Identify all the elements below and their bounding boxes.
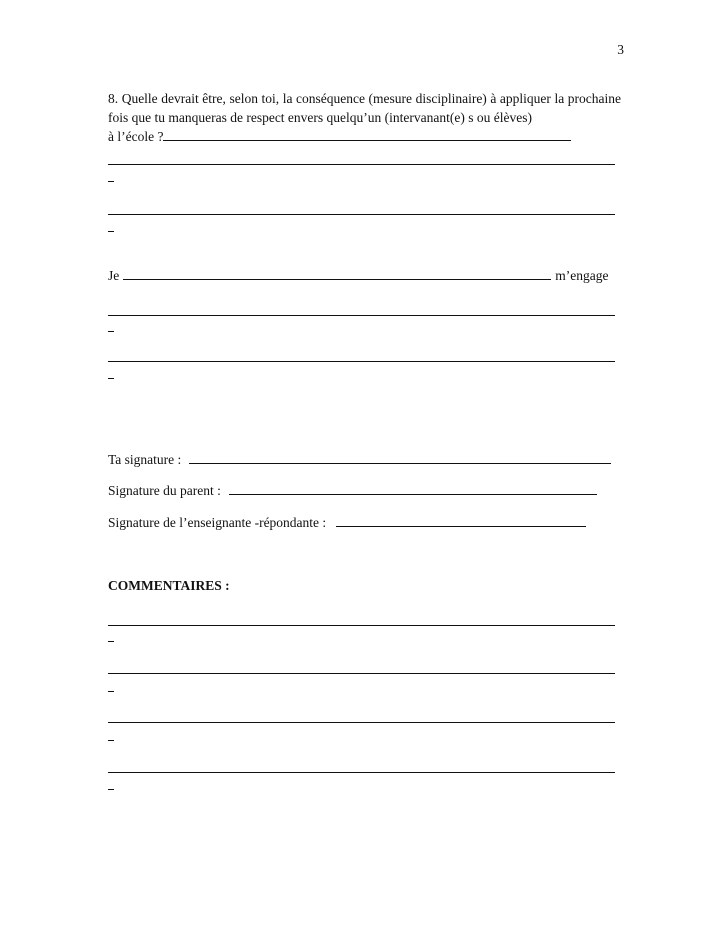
teacher-signature-row (108, 513, 590, 532)
teacher-signature-label: Signature de l’enseignante -répondante : (108, 515, 327, 530)
answer-line-1[interactable] (108, 164, 615, 165)
question-text: 8. Quelle devrait être, selon toi, la conséquence (mesure disciplinaire) à appliquer la prochaine fois que tu manqueras de respect envers quelqu’un (intervanant(e) s ou élèves) (108, 91, 621, 125)
comment-line-1[interactable] (108, 625, 615, 626)
engagement-row (108, 266, 608, 285)
comments-heading: COMMENTAIRES : (108, 578, 230, 593)
comment-line-3[interactable] (108, 722, 615, 723)
engagement-blank[interactable] (123, 266, 551, 280)
student-signature-field[interactable] (189, 450, 611, 464)
teacher-signature-field[interactable] (336, 513, 586, 527)
student-signature-label: Ta signature : (108, 452, 182, 467)
question-last-line: à l’école ? (108, 129, 164, 144)
engagement-line-1-dash (108, 331, 114, 332)
page-number: 3 (617, 42, 624, 57)
parent-signature-row (108, 481, 601, 500)
comment-line-1-dash (108, 641, 114, 642)
comment-line-2[interactable] (108, 673, 615, 674)
engagement-line-2[interactable] (108, 361, 615, 362)
comment-line-2-dash (108, 691, 114, 692)
comment-line-4-dash (108, 789, 114, 790)
engagement-prefix: Je (108, 268, 120, 283)
engagement-suffix: m’engage (555, 268, 609, 283)
student-signature-row (108, 450, 615, 469)
comment-line-4[interactable] (108, 772, 615, 773)
comment-line-3-dash (108, 740, 114, 741)
answer-line-2-dash (108, 231, 114, 232)
question-8 (108, 89, 621, 146)
answer-line-1-dash (108, 181, 114, 182)
parent-signature-field[interactable] (229, 481, 597, 495)
engagement-line-2-dash (108, 378, 114, 379)
answer-line-2[interactable] (108, 214, 615, 215)
answer-blank-inline[interactable] (163, 127, 571, 141)
engagement-line-1[interactable] (108, 315, 615, 316)
parent-signature-label: Signature du parent : (108, 483, 221, 498)
